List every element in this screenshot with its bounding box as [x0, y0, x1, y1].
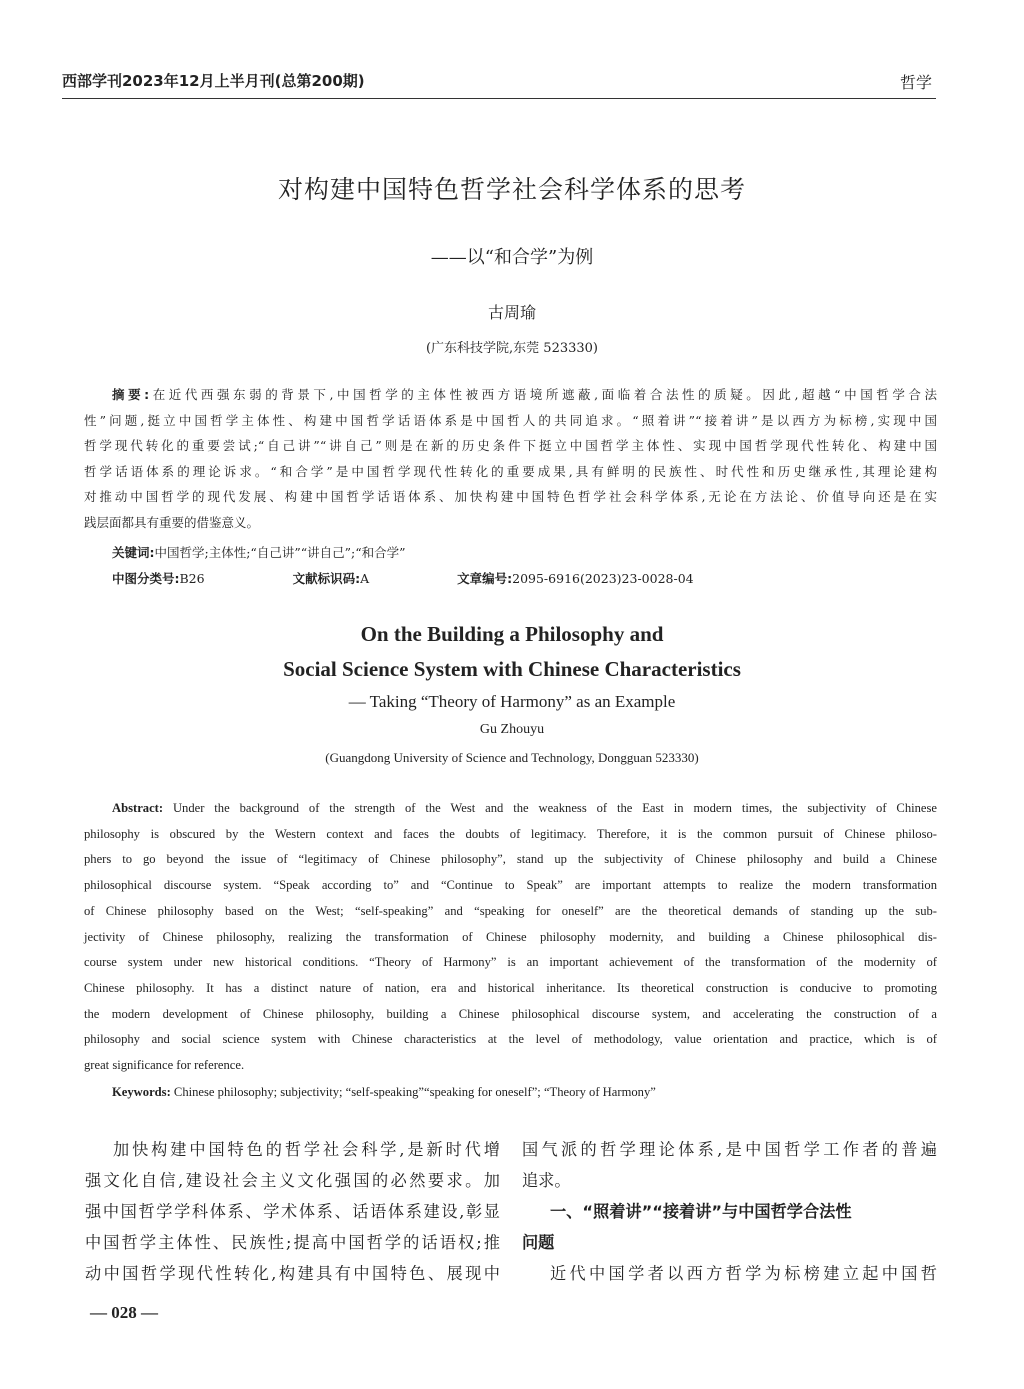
- en-abstract-line: [84, 925, 937, 951]
- en-abstract-line: [84, 796, 937, 822]
- journal-header: 西部学刊2023年12月上半月刊(总第200期): [62, 72, 365, 90]
- cn-keywords: [84, 540, 937, 566]
- en-abstract-line: [84, 822, 937, 848]
- en-abstract-line: [84, 873, 937, 899]
- body-line: 近代中国学者以西方哲学为标榜建立起中国哲: [550, 1264, 937, 1283]
- en-abstract-text: philosophy and social science system with Chinese characteristics at the level of methodology, value orientation and practice, which is of: [84, 1032, 937, 1047]
- abstract-text: 在近代西强东弱的背景下,中国哲学的主体性被西方语境所遮蔽,面临着合法性的质疑。因此,超越“中国哲学合法: [149, 387, 937, 402]
- author: 古周瑜: [487, 303, 536, 322]
- meta-value: 2095-6916(2023)23-0028-04: [512, 571, 694, 586]
- en-keywords-text: Chinese philosophy; subjectivity; “self-speaking”“speaking for oneself”; “Theory of Harmony”: [173, 1085, 656, 1099]
- en-abstract-line: [84, 950, 937, 976]
- body-left-column: [85, 1134, 500, 1289]
- en-abstract-text: the modern development of Chinese philosophy, building a Chinese philosophical discourse system, and accelerating the construction of a: [84, 1006, 937, 1021]
- section-heading: 一、“照着讲”“接着讲”与中国哲学合法性: [550, 1202, 852, 1221]
- en-abstract-line: [84, 847, 937, 873]
- en-abstract-line: [84, 1053, 937, 1079]
- en-author: Gu Zhouyu: [479, 722, 545, 737]
- classification-meta: [112, 569, 782, 587]
- page-number: — 028 —: [90, 1303, 158, 1322]
- abstract-line: [84, 484, 937, 510]
- body-line: 国气派的哲学理论体系,是中国哲学工作者的普遍: [522, 1140, 937, 1159]
- en-abstract-text: phers to go beyond the issue of “legitimacy of Chinese philosophy”, stand up the subjectivity of Chinese philosophy and build a Chinese: [84, 852, 937, 867]
- abstract-line: [84, 433, 937, 459]
- en-title-line-1: On the Building a Philosophy and: [360, 622, 664, 646]
- en-title-line-2: Social Science System with Chinese Characteristics: [283, 657, 741, 681]
- meta-value: B26: [179, 571, 205, 586]
- cn-abstract: [84, 382, 937, 535]
- abstract-text: 性”问题,挺立中国哲学主体性、构建中国哲学话语体系是中国哲人的共同追求。“照着讲”“接着讲”是以西方为标榜,实现中国: [84, 412, 937, 428]
- body-line: 动中国哲学现代性转化,构建具有中国特色、展现中: [85, 1264, 500, 1283]
- en-abstract-line: [84, 1002, 937, 1028]
- body-line: 强文化自信,建设社会主义文化强国的必然要求。加: [85, 1171, 500, 1190]
- en-abstract-text: of Chinese philosophy based on the West; “self-speaking” and “speaking for oneself” are the theoretical demands of standing up the sub-: [84, 903, 937, 918]
- en-abstract-text: philosophy is obscured by the Western context and faces the doubts of legitimacy. Therefore, it is the common pursuit of Chinese philoso-: [84, 826, 937, 841]
- body-line: 加快构建中国特色的哲学社会科学,是新时代增: [113, 1140, 500, 1159]
- meta-label: 中图分类号:: [112, 571, 180, 586]
- en-abstract-text: course system under new historical conditions. “Theory of Harmony” is an important achievement of the transformation of the modernity of: [84, 955, 937, 970]
- en-abstract-line: [84, 1027, 937, 1053]
- article-title: 对构建中国特色哲学社会科学体系的思考: [277, 175, 746, 204]
- keywords-label: 关键词:: [112, 545, 155, 560]
- en-abstract-text: jectivity of Chinese philosophy, realizing the transformation of Chinese philosophy modernity, and building a Chinese philosophical dis-: [84, 929, 937, 944]
- abstract-line: [84, 408, 937, 434]
- section-heading: 问题: [522, 1233, 555, 1252]
- abstract-text: 哲学话语体系的理论诉求。“和合学”是中国哲学现代性转化的重要成果,具有鲜明的民族性、时代性和历史继承性,其理论建构: [84, 463, 937, 479]
- body-line: 中国哲学主体性、民族性;提高中国哲学的话语权;推: [85, 1233, 500, 1252]
- article-subtitle: ——以“和合学”为例: [430, 247, 594, 268]
- en-abstract-text: Under the background of the strength of the West and the weakness of the East in modern times, the subjectivity of Chinese: [172, 801, 937, 815]
- en-keywords-label: Keywords:: [112, 1085, 171, 1099]
- affiliation: (广东科技学院,东莞 523330): [425, 341, 599, 356]
- en-abstract: [84, 796, 937, 1079]
- body-line: 强中国哲学学科体系、学术体系、话语体系建设,彰显: [85, 1202, 500, 1221]
- abstract-text: 哲学现代转化的重要尝试;“自己讲”“讲自己”则是在新的历史条件下挺立中国哲学主体性、实现中国哲学现代性转化、构建中国: [84, 438, 937, 453]
- en-abstract-label: Abstract:: [112, 801, 164, 815]
- meta-label: 文章编号:: [457, 571, 513, 586]
- abstract-text: 践层面都具有重要的借鉴意义。: [84, 514, 260, 530]
- en-abstract-text: great significance for reference.: [84, 1058, 245, 1073]
- en-abstract-text: Chinese philosophy. It has a distinct nature of nation, era and historical inheritance. Its theoretical construction is conducive to promoting: [84, 980, 937, 995]
- meta-item: [457, 571, 737, 586]
- en-affiliation: (Guangdong University of Science and Technology, Dongguan 523330): [325, 750, 699, 765]
- abstract-line: [84, 382, 937, 408]
- en-abstract-text: philosophical discourse system. “Speak according to” and “Continue to Speak” are important attempts to realize the modern transformation: [84, 878, 937, 893]
- en-subtitle: — Taking “Theory of Harmony” as an Example: [348, 692, 676, 711]
- meta-item: [112, 571, 249, 586]
- keywords-text: 中国哲学;主体性;“自己讲”“讲自己”;“和合学”: [154, 545, 406, 560]
- meta-value: A: [360, 571, 370, 586]
- body-line: 追求。: [522, 1171, 571, 1190]
- body-right-column: [522, 1134, 937, 1289]
- meta-item: [293, 571, 414, 586]
- abstract-line: [84, 510, 937, 536]
- header-rule: [62, 98, 936, 99]
- meta-label: 文献标识码:: [292, 571, 361, 586]
- abstract-line: [84, 459, 937, 485]
- section-label: 哲学: [899, 73, 932, 92]
- en-keywords: [84, 1080, 937, 1106]
- en-abstract-line: [84, 976, 937, 1002]
- abstract-label: 摘要:: [112, 387, 150, 402]
- abstract-text: 对推动中国哲学的现代发展、构建中国哲学话语体系、加快构建中国特色哲学社会科学体系,无论在方法论、价值导向还是在实: [84, 489, 937, 504]
- en-abstract-line: [84, 899, 937, 925]
